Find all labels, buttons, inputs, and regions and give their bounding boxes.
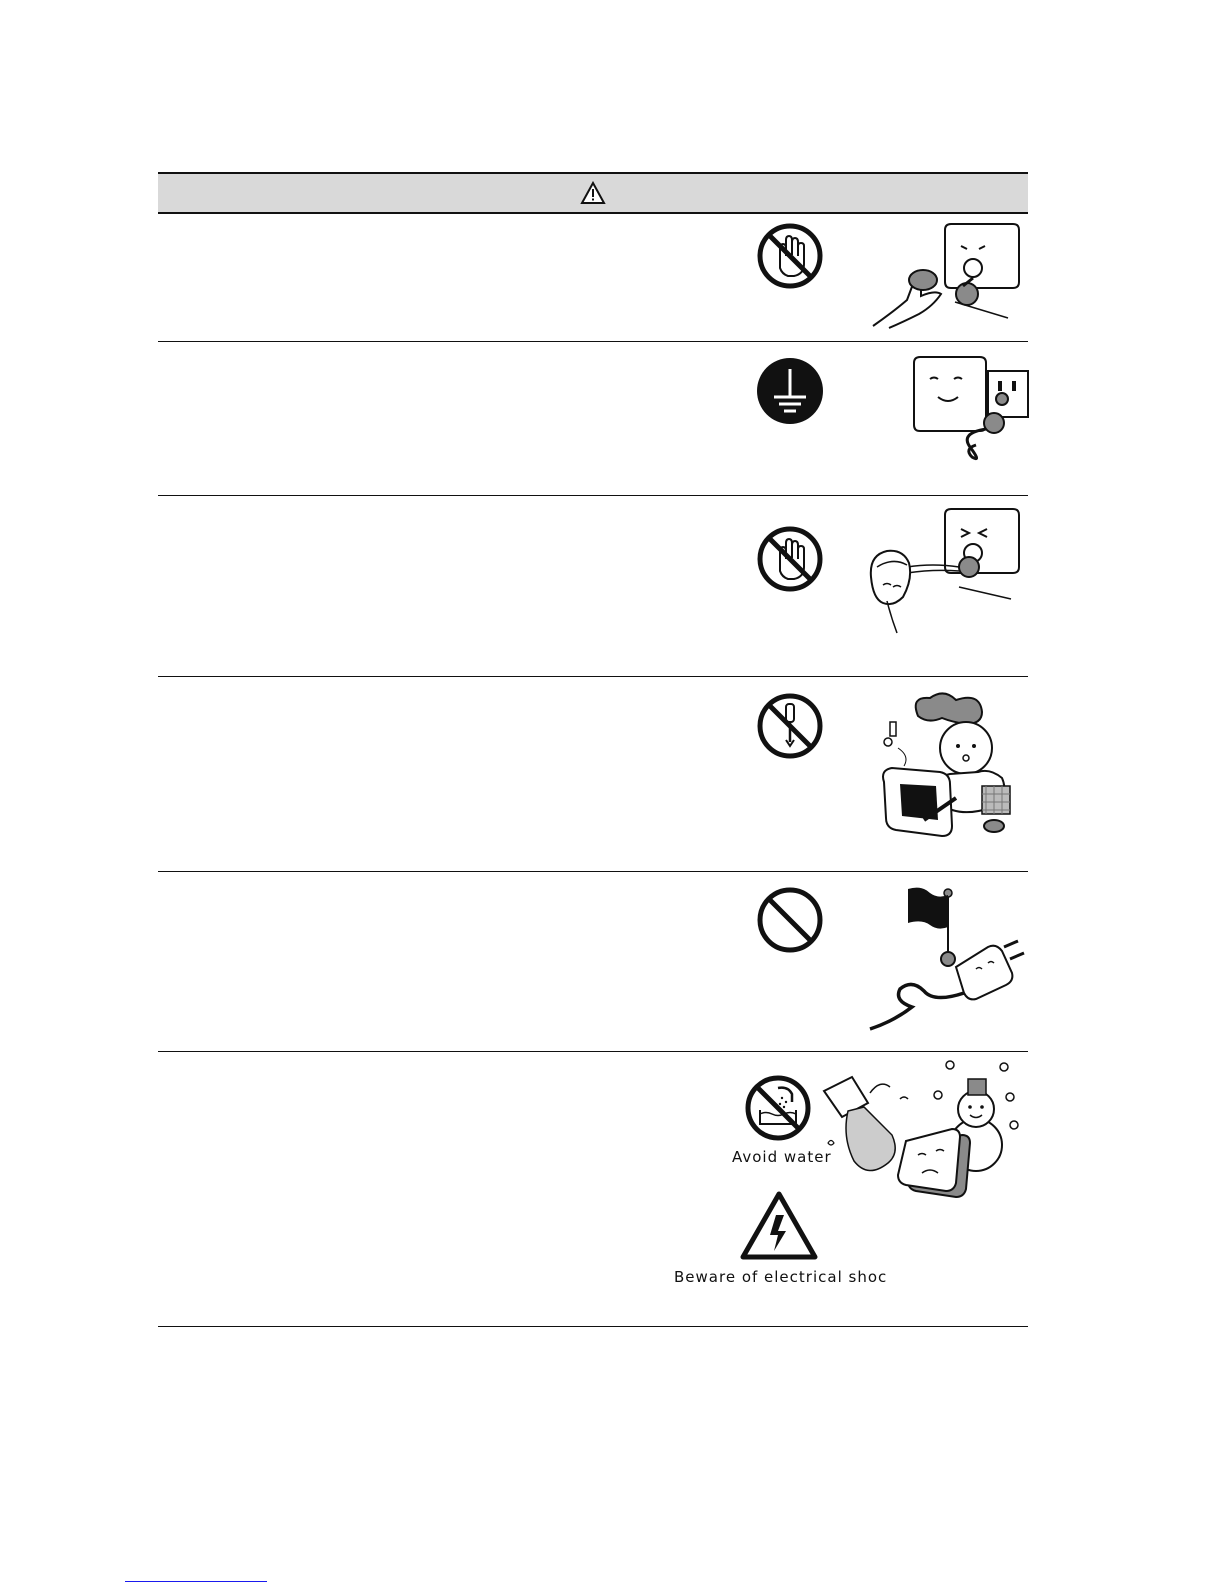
water-spill-illustration	[818, 1057, 1030, 1217]
avoid-water-icon	[744, 1074, 812, 1142]
warning-row-1	[158, 212, 1028, 342]
ground-icon	[756, 357, 824, 425]
do-not-touch-icon	[756, 222, 824, 290]
avoid-water-caption: Avoid water	[732, 1148, 832, 1166]
warning-row-6	[158, 1051, 1028, 1327]
cord-on-flag-illustration	[864, 885, 1030, 1035]
hand-touching-plug-illustration	[863, 222, 1023, 332]
pulling-cord-illustration	[863, 507, 1023, 637]
child-disassembling-illustration	[870, 686, 1020, 846]
warning-row-3	[158, 495, 1028, 677]
warning-row-2	[158, 341, 1028, 496]
warning-row-5	[158, 871, 1028, 1052]
electrical-shock-caption: Beware of electrical shoc	[674, 1268, 888, 1286]
no-disassembly-icon	[756, 692, 824, 760]
grounded-plug-outlet-illustration	[910, 353, 1034, 463]
electrical-shock-icon	[740, 1191, 818, 1261]
warning-header	[158, 172, 1028, 214]
warning-triangle-icon	[580, 181, 606, 205]
footer-link-underline[interactable]	[125, 1578, 267, 1582]
do-not-touch-icon	[756, 525, 824, 593]
warning-row-4	[158, 676, 1028, 872]
prohibited-icon	[756, 886, 824, 954]
